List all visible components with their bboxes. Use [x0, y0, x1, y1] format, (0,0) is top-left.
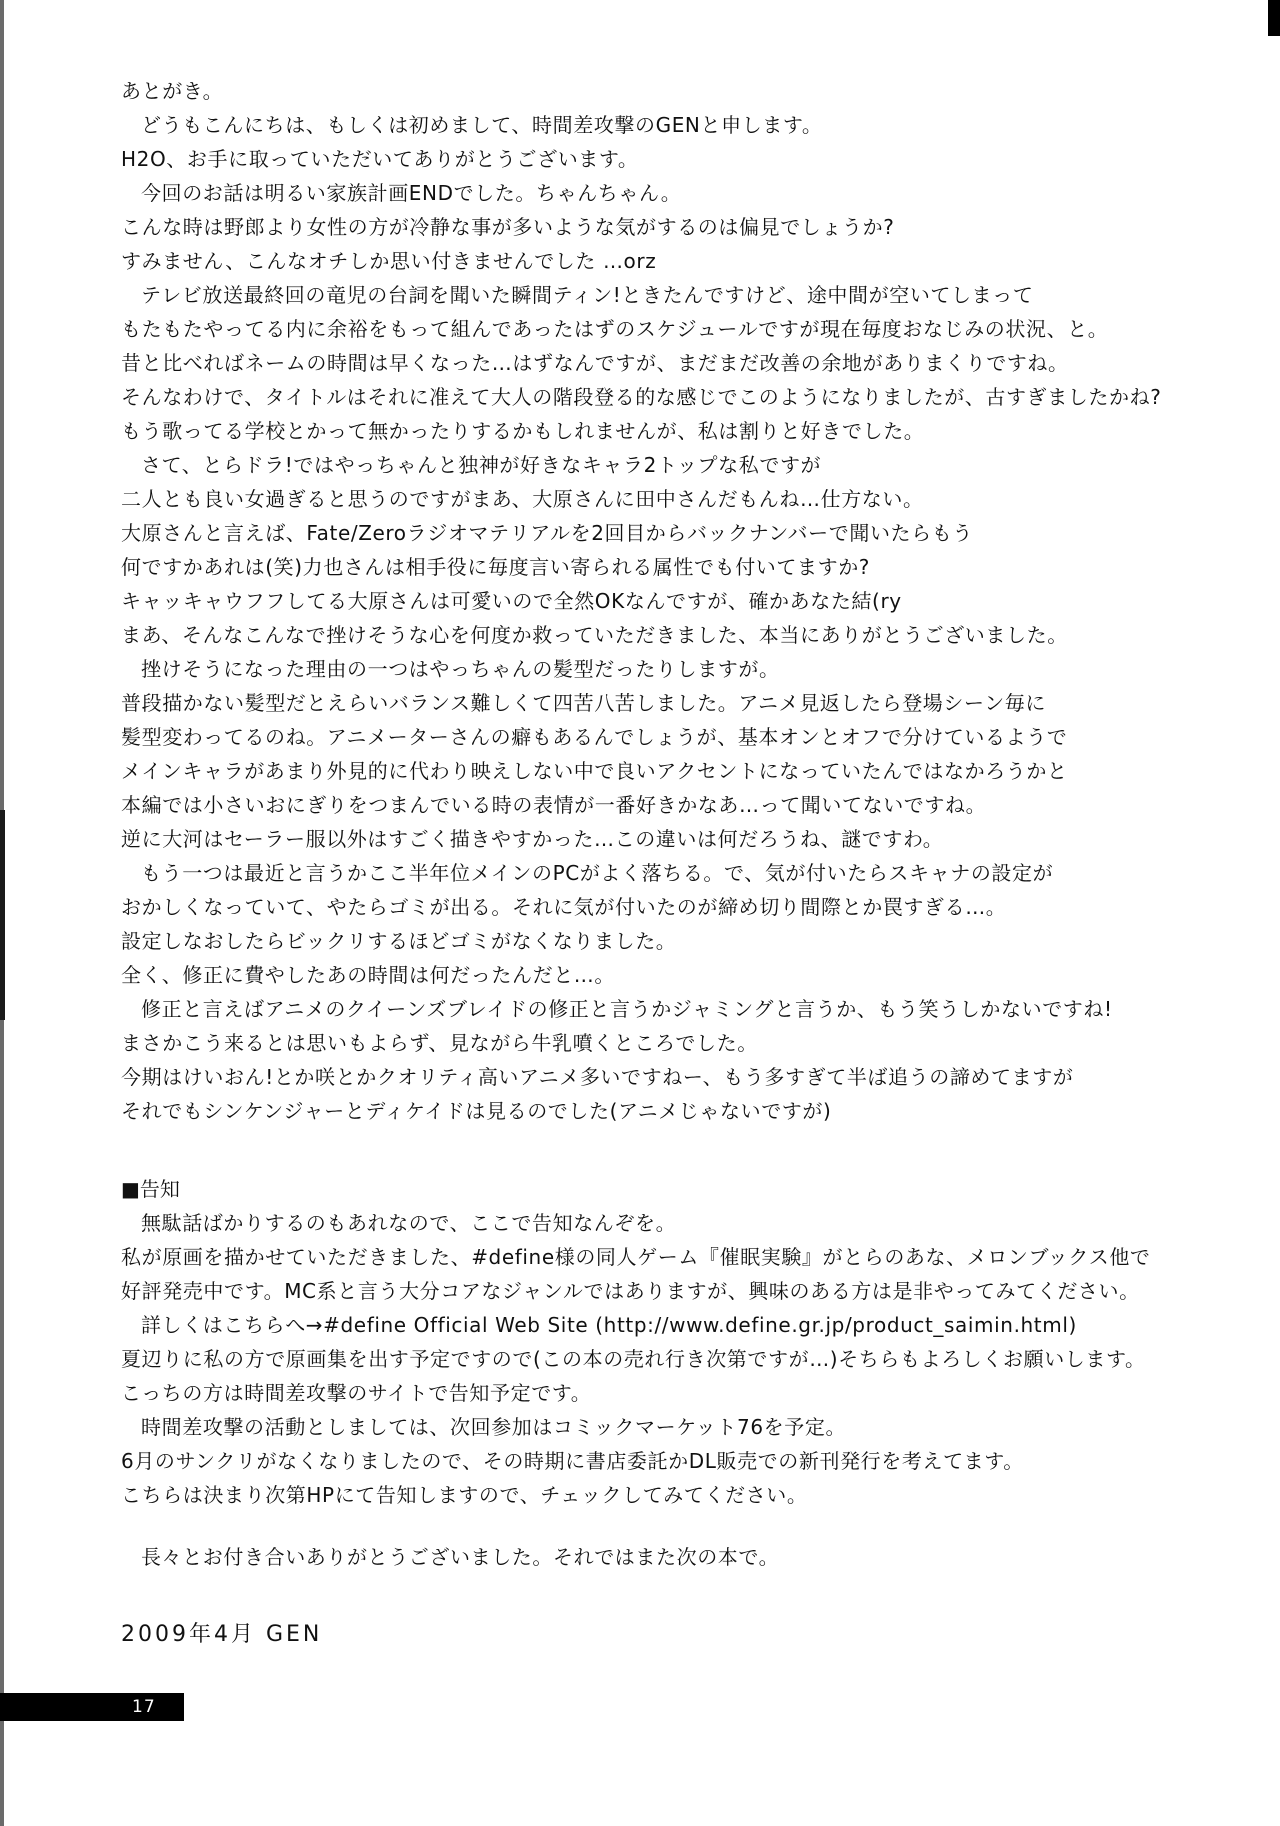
notice-body	[121, 1206, 1201, 1512]
notice-heading: ■告知	[121, 1177, 180, 1201]
text-line: まあ、そんなこんなで挫けそうな心を何度か救っていただきました、本当にありがとうございました。	[121, 623, 1068, 647]
text-line: 普段描かない髪型だとえらいバランス難しくて四苦八苦しました。アニメ見返したら登場シーン毎に	[121, 691, 1046, 715]
text-line: もたもたやってる内に余裕をもって組んであったはずのスケジュールですが現在毎度おなじみの状況、と。	[121, 317, 1109, 341]
text-line: 髪型変わってるのね。アニメーターさんの癖もあるんでしょうが、基本オンとオフで分けているようで	[121, 725, 1068, 749]
text-line: キャッキャウフフしてる大原さんは可愛いので全然OKなんですが、確かあなた結(ry	[121, 589, 902, 613]
page-number: 17	[0, 1693, 184, 1721]
text-line: テレビ放送最終回の竜児の台詞を聞いた瞬間ティン!ときたんですけど、途中間が空いてしまって	[141, 283, 1034, 307]
text-line: すみません、こんなオチしか思い付きませんでした …orz	[121, 249, 657, 273]
text-line: もう歌ってる学校とかって無かったりするかもしれませんが、私は割りと好きでした。	[121, 419, 925, 443]
text-line: 二人とも良い女過ぎると思うのですがまあ、大原さんに田中さんだもんね…仕方ない。	[121, 487, 924, 511]
text-line: 無駄話ばかりするのもあれなので、ここで告知なんぞを。	[141, 1211, 677, 1235]
text-line: 昔と比べればネームの時間は早くなった…はずなんですが、まだまだ改善の余地がありまくりですね。	[121, 351, 1069, 375]
text-line: それでもシンケンジャーとディケイドは見るのでした(アニメじゃないですが)	[121, 1099, 832, 1123]
text-line: まさかこう来るとは思いもよらず、見ながら牛乳噴くところでした。	[121, 1031, 758, 1055]
closing-line: 長々とお付き合いありがとうございました。それではまた次の本で。	[141, 1545, 780, 1569]
text-line: 私が原画を描かせていただきました、#define様の同人ゲーム『催眠実験』がとらのあな、メロンブックス他で	[121, 1245, 1151, 1269]
text-line: 本編では小さいおにぎりをつまんでいる時の表情が一番好きかなあ…って聞いてないですね。	[121, 793, 987, 817]
text-line: 6月のサンクリがなくなりましたので、その時期に書店委託かDL販売での新刊発行を考えてます。	[121, 1449, 1024, 1473]
text-line: 今回のお話は明るい家族計画ENDでした。ちゃんちゃん。	[141, 181, 682, 205]
text-line: 修正と言えばアニメのクイーンズブレイドの修正と言うかジャミングと言うか、もう笑うしかないですね!	[141, 997, 1113, 1021]
afterword-heading: あとがき。	[121, 79, 224, 103]
text-line: 好評発売中です。MC系と言う大分コアなジャンルではありますが、興味のある方は是非やってみてください。	[121, 1279, 1140, 1303]
text-line: そんなわけで、タイトルはそれに准えて大人の階段登る的な感じでこのようになりましたが、古すぎましたかね?	[121, 385, 1162, 409]
text-line: 設定しなおしたらビックリするほどゴミがなくなりました。	[121, 929, 677, 953]
text-line: 全く、修正に費やしたあの時間は何だったんだと…。	[121, 963, 615, 987]
text-line: 大原さんと言えば、Fate/Zeroラジオマテリアルを2回目からバックナンバーで聞いたらもう	[121, 521, 973, 545]
afterword-body	[121, 108, 1201, 1128]
section-gap	[121, 1574, 1201, 1618]
page-corner-mark	[1268, 0, 1280, 36]
signature-date: 2009年4月 GEN	[121, 1622, 323, 1647]
text-line: 詳しくはこちらへ→#define Official Web Site (http://www.define.gr.jp/product_saimin.html)	[141, 1313, 1077, 1337]
text-line: 逆に大河はセーラー服以外はすごく描きやすかった…この違いは何だろうね、謎ですわ。	[121, 827, 944, 851]
text-line: 今期はけいおん!とか咲とかクオリティ高いアニメ多いですねー、もう多すぎて半ば追うの諦めてますが	[121, 1065, 1074, 1089]
section-gap	[121, 1128, 1201, 1172]
text-line: H2O、お手に取っていただいてありがとうございます。	[121, 147, 639, 171]
text-line: メインキャラがあまり外見的に代わり映えしない中で良いアクセントになっていたんではなかろうかと	[121, 759, 1068, 783]
text-line: もう一つは最近と言うかここ半年位メインのPCがよく落ちる。で、気が付いたらスキャナの設定が	[141, 861, 1054, 885]
text-line: さて、とらドラ!ではやっちゃんと独神が好きなキャラ2トップな私ですが	[141, 453, 822, 477]
text-line: 挫けそうになった理由の一つはやっちゃんの髪型だったりしますが。	[141, 657, 780, 681]
afterword-page	[121, 74, 1201, 1652]
text-line: こんな時は野郎より女性の方が冷静な事が多いような気がするのは偏見でしょうか?	[121, 215, 895, 239]
text-line: 何ですかあれは(笑)力也さんは相手役に毎度言い寄られる属性でも付いてますか?	[121, 555, 871, 579]
section-gap	[121, 1512, 1201, 1540]
text-line: こちらは決まり次第HPにて告知しますので、チェックしてみてください。	[121, 1483, 808, 1507]
text-line: 時間差攻撃の活動としましては、次回参加はコミックマーケット76を予定。	[141, 1415, 847, 1439]
text-line: おかしくなっていて、やたらゴミが出る。それに気が付いたのが締め切り間際とか罠すぎる…。	[121, 895, 1007, 919]
text-line: こっちの方は時間差攻撃のサイトで告知予定です。	[121, 1381, 592, 1405]
text-line: どうもこんにちは、もしくは初めまして、時間差攻撃のGENと申します。	[141, 113, 823, 137]
page-left-edge-shadow	[0, 810, 5, 1020]
text-line: 夏辺りに私の方で原画集を出す予定ですので(この本の売れ行き次第ですが…)そちらもよろしくお願いします。	[121, 1347, 1146, 1371]
